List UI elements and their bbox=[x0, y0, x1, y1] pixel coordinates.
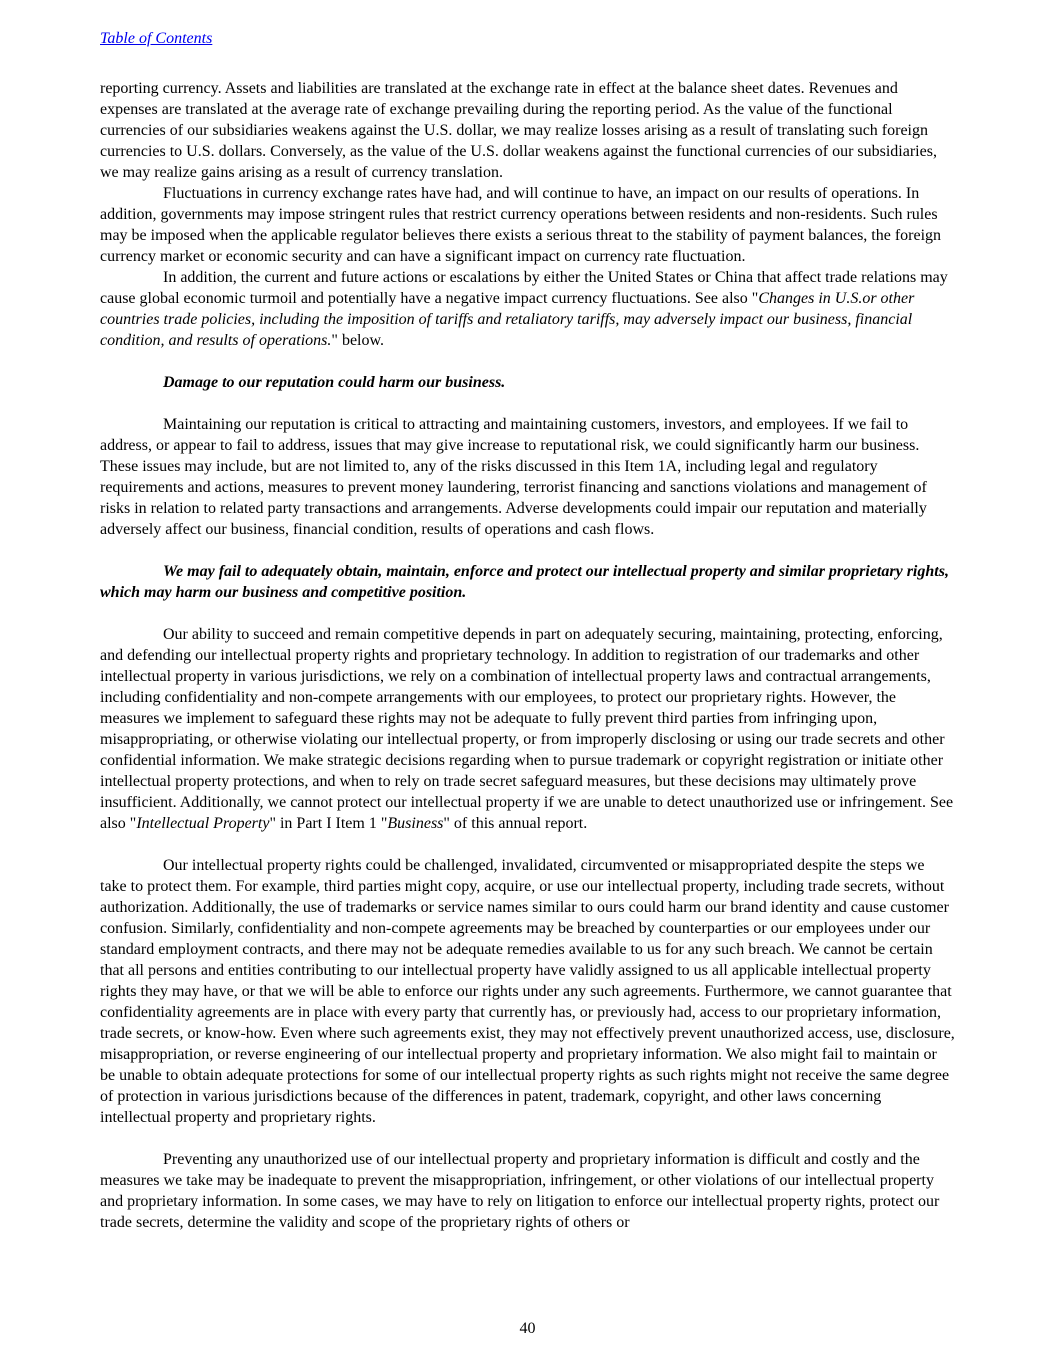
body-paragraph bbox=[100, 414, 955, 540]
table-of-contents-link[interactable]: Table of Contents bbox=[100, 30, 213, 47]
text-run: Our ability to succeed and remain competitive depends in part on adequately securing, maintaining, protecting, enforcing, and defending our intellectual property rights and proprietary technology. In addition to registration of our trademarks and other intellectual property in various jurisdictions, we rely on a combination of intellectual property laws and contractual arrangements, including confidentiality and non-compete arrangements with our employees, to protect our proprietary rights. However, the measures we implement to safeguard these rights may not be adequate to fully prevent third parties from infringing upon, misappropriating, or otherwise violating our intellectual property, or from improperly disclosing or using our trade secrets and other confidential information. We make strategic decisions regarding when to pursue trademark or copyright registration or initiate other intellectual property protections, and when to rely on trade secret safeguard measures, but these decisions may ultimately prove insufficient. Additionally, we cannot protect our intellectual property if we are unable to detect unauthorized use or infringement. See also " bbox=[100, 626, 954, 832]
body-paragraph bbox=[100, 855, 955, 1128]
italic-text-run: Changes in U.S.or other countries trade policies, including the imposition of tariffs and retaliatory tariffs, may adversely impact our business, financial condition, and results of operations. bbox=[100, 290, 915, 349]
text-run: Preventing any unauthorized use of our intellectual property and proprietary information is difficult and costly and the measures we take may be inadequate to prevent the misappropriation, infringement, or other violations of our intellectual property and proprietary information. In some cases, we may have to rely on litigation to enforce our intellectual property rights, protect our trade secrets, determine the validity and scope of the proprietary rights of others or bbox=[100, 1151, 940, 1231]
document-body bbox=[100, 78, 955, 1233]
text-run: " of this annual report. bbox=[443, 815, 588, 832]
text-run: reporting currency. Assets and liabilities are translated at the exchange rate in effect at the balance sheet dates. Revenues and expenses are translated at the average rate of exchange prevailing during the reporting period. As the value of the functional currencies of our subsidiaries weakens against the U.S. dollar, we may realize losses arising as a result of translating such foreign currencies to U.S. dollars. Conversely, as the value of the U.S. dollar weakens against the functional currencies of our subsidiaries, we may realize gains arising as a result of currency translation. bbox=[100, 80, 937, 181]
toc-link-row bbox=[100, 28, 955, 49]
text-run: Damage to our reputation could harm our business. bbox=[163, 374, 506, 391]
text-run: Our intellectual property rights could be challenged, invalidated, circumvented or misappropriated despite the steps we take to protect them. For example, third parties might copy, acquire, or use our intellectual property, including trade secrets, without authorization. Additionally, the use of trademarks or service names similar to ours could harm our brand identity and cause customer confusion. Similarly, confidentiality and non-compete agreements may be breached by counterparties or our employees under our standard employment contracts, and there may not be adequate remedies available to us for any such breach. We cannot be certain that all persons and entities contributing to our intellectual property have validly assigned to us all applicable intellectual property rights they may have, or that we will be able to enforce our rights under any such agreements. Furthermore, we cannot guarantee that confidentiality agreements are in place with every party that currently has, or previously had, access to our proprietary information, trade secrets, or know-how. Even where such agreements exist, they may not effectively prevent unauthorized access, use, disclosure, misappropriation, or reverse engineering of our intellectual property and proprietary information. We also might fail to maintain or be unable to obtain adequate protections for some of our intellectual property rights as such rights might not receive the same degree of protection in various jurisdictions because of the differences in patent, trademark, copyright, and other laws concerning intellectual property and proprietary rights. bbox=[100, 857, 955, 1126]
text-run: We may fail to adequately obtain, maintain, enforce and protect our intellectual property and similar proprietary rights, which may harm our business and competitive position. bbox=[100, 563, 949, 601]
risk-factor-heading bbox=[100, 372, 955, 393]
body-paragraph bbox=[100, 1149, 955, 1233]
risk-factor-heading bbox=[100, 561, 955, 603]
body-paragraph bbox=[100, 267, 955, 351]
text-run: " in Part I Item 1 " bbox=[269, 815, 388, 832]
body-paragraph bbox=[100, 624, 955, 834]
text-run: " below. bbox=[331, 332, 384, 349]
body-paragraph bbox=[100, 78, 955, 183]
italic-text-run: Intellectual Property bbox=[136, 815, 270, 832]
text-run: In addition, the current and future actions or escalations by either the United States or China that affect trade relations may cause global economic turmoil and potentially have a negative impact currency fluctuations. See also " bbox=[100, 269, 948, 307]
page-number: 40 bbox=[519, 1320, 536, 1337]
text-run: Fluctuations in currency exchange rates have had, and will continue to have, an impact on our results of operations. In addition, governments may impose stringent rules that restrict currency operations between residents and non-residents. Such rules may be imposed when the applicable regulator believes there exists a serious threat to the stability of payment balances, the foreign currency market or economic security and can have a significant impact on currency rate fluctuation. bbox=[100, 185, 942, 265]
text-run: Maintaining our reputation is critical to attracting and maintaining customers, investors, and employees. If we fail to address, or appear to fail to address, issues that may give increase to reputational risk, we could significantly harm our business. These issues may include, but are not limited to, any of the risks discussed in this Item 1A, including legal and regulatory requirements and actions, measures to prevent money laundering, terrorist financing and sanctions violations and management of risks in relation to related party transactions and arrangements. Adverse developments could impair our reputation and materially adversely affect our business, financial condition, results of operations and cash flows. bbox=[100, 416, 927, 538]
body-paragraph bbox=[100, 183, 955, 267]
italic-text-run: Business bbox=[387, 815, 444, 832]
